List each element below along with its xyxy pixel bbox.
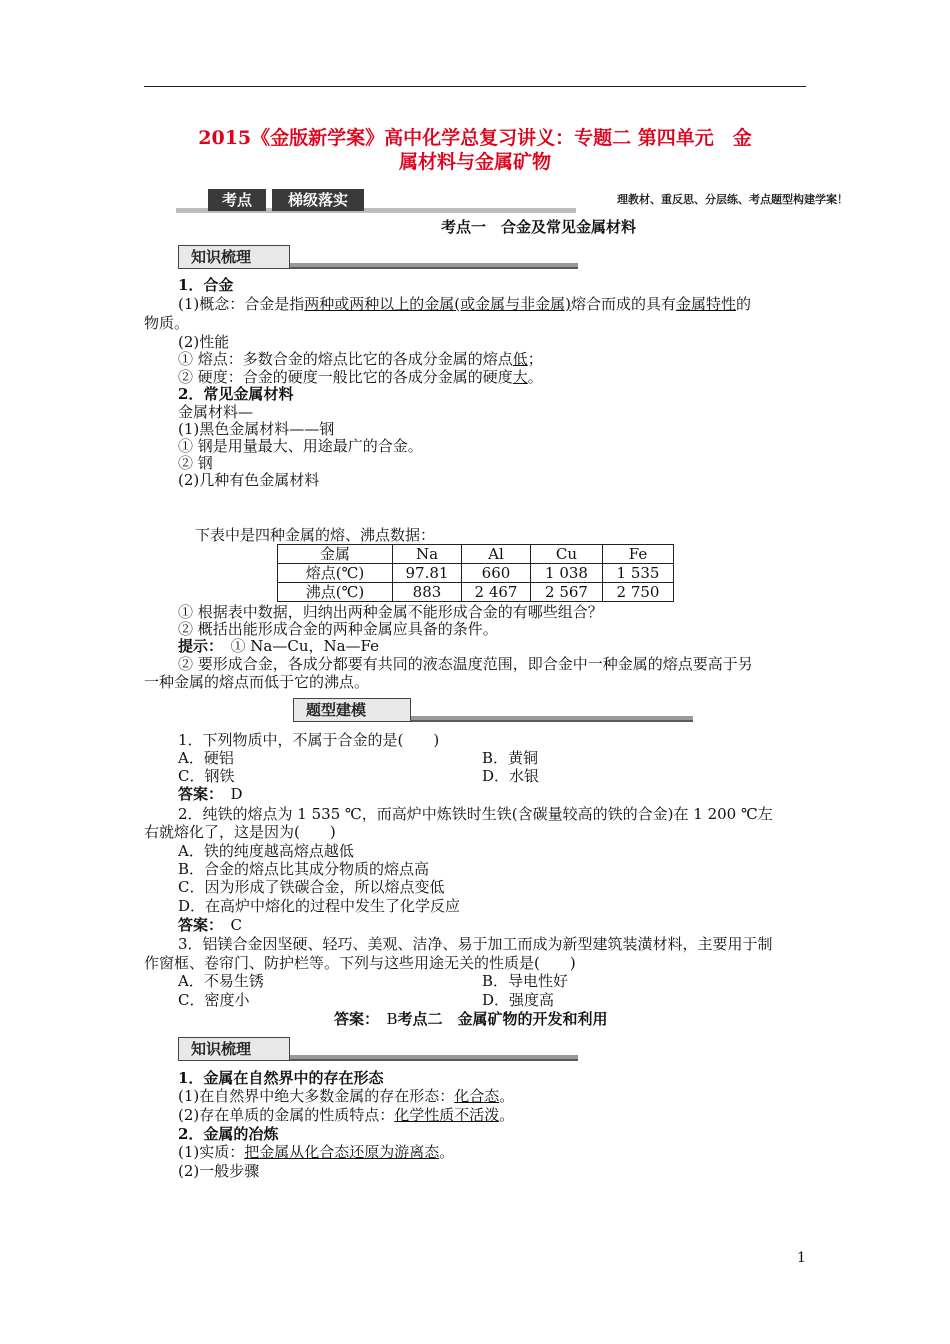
document-title-line1: 2015《金版新学案》高中化学总复习讲义：专题二 第四单元 金 [198,127,752,149]
s1-p1-title: 1．合金 [178,276,234,294]
banner-tab-tiji: 梯级落实 [272,189,364,211]
s2-p1-l1: (1)在自然界中绝大多数金属的存在形态：化合态。 [178,1087,515,1105]
s2-p2-title: 2．金属的冶炼 [178,1125,279,1143]
mq3a: 3．铝镁合金因坚硬、轻巧、美观、洁净、易于加工而成为新型建筑装潢材料，主要用于制 [178,935,773,953]
table-cell: 金属 [278,545,393,564]
header-rule [144,86,806,87]
mq3-option: C．密度小 [178,991,250,1009]
banner-tab-kaodian: 考点 [208,189,266,211]
s1-p2-title: 2．常见金属材料 [178,385,294,403]
section-banner [176,189,848,213]
table-cell: 熔点(℃) [278,564,393,583]
s1-p2-l2: (1)黑色金属材料——钢 [178,420,335,438]
s1-melt: ① 熔点：多数合金的熔点比它的各成分金属的熔点低； [178,350,543,368]
section1-heading: 考点一 合金及常见金属材料 [441,218,637,236]
s1-hint-2b: 一种金属的熔点而低于它的沸点。 [144,673,370,691]
s1-prop: (2)性能 [178,333,230,351]
banner-slogan: 理教材、重反思、分层练、考点题型构建学案！ [617,193,848,206]
table-cell: 沸点(℃) [278,583,393,602]
mq2-option: D．在高炉中熔化的过程中发生了化学反应 [178,897,461,915]
mq2-answer: 答案： C [178,916,242,934]
s1-p2-l5: (2)几种有色金属材料 [178,471,320,489]
table-cell: 97.81 [393,564,462,583]
mq1-option: A．硬铝 [178,749,234,767]
mq3-option: A．不易生锈 [178,972,264,990]
table-cell: 2 567 [531,583,603,602]
mq1-option: B．黄铜 [482,749,539,767]
table-row [278,564,674,583]
table-cell: Na [393,545,462,564]
s1-p2-l3: ① 钢是用量最大、用途最广的合金。 [178,437,423,455]
s1-q2: ② 概括出能形成合金的两种金属应具备的条件。 [178,620,498,638]
s2-p2-l1: (1)实质：把金属从化合态还原为游离态。 [178,1143,455,1161]
mq3b: 作窗框、卷帘门、防护栏等。下列与这些用途无关的性质是( ) [144,954,576,972]
table-cell: 660 [462,564,531,583]
mq2a: 2．纯铁的熔点为 1 535 ℃，而高炉中炼铁时生铁(含碳量较高的铁的合金)在 1 200 ℃左 [178,805,773,823]
table-cell: 1 535 [603,564,674,583]
s1-concept: (1)概念：合金是指两种或两种以上的金属(或金属与非金属)熔合而成的具有金属特性的 [178,295,752,313]
s1-p2-l1: 金属材料— [178,403,254,421]
mq2-option: B．合金的熔点比其成分物质的熔点高 [178,860,430,878]
table-header-row [278,545,674,564]
tag-knowledge-1 [178,245,578,271]
mq1-answer: 答案： D [178,785,243,803]
mq2-option: A．铁的纯度越高熔点越低 [178,842,354,860]
s2-p1-title: 1．金属在自然界中的存在形态 [178,1069,384,1087]
s2-p1-l2: (2)存在单质的金属的性质特点：化学性质不活泼。 [178,1106,515,1124]
tag-knowledge-1-label: 知识梳理 [178,245,290,269]
s1-hard: ② 硬度：合金的硬度一般比它的各成分金属的硬度大。 [178,368,543,386]
metal-data-table [277,544,674,602]
mq3-option: B．导电性好 [482,972,569,990]
tag-knowledge-2-label: 知识梳理 [178,1037,290,1061]
s1-concept-cont: 物质。 [144,314,190,332]
table-cell: 2 750 [603,583,674,602]
table-cell: Al [462,545,531,564]
table-cell: 1 038 [531,564,603,583]
table-row [278,583,674,602]
table-cell: Cu [531,545,603,564]
mq3-option: D．强度高 [482,991,555,1009]
table-cell: 883 [393,583,462,602]
mq3-answer-and-section2-heading: 答案： B考点二 金属矿物的开发和利用 [334,1010,608,1028]
s1-q1: ① 根据表中数据，归纳出两种金属不能形成合金的有哪些组合？ [178,603,603,621]
tag-modeling [293,698,693,724]
mq2-option: C．因为形成了铁碳合金，所以熔点变低 [178,878,445,896]
mq1: 1．下列物质中，不属于合金的是( ) [178,731,440,749]
mq2b: 右就熔化了，这是因为( ) [144,823,336,841]
s1-hint-2a: ② 要形成合金，各成分都要有共同的液态温度范围，即合金中一种金属的熔点要高于另 [178,655,753,673]
document-title-line2: 属材料与金属矿物 [398,151,551,173]
table-cell: 2 467 [462,583,531,602]
s1-hint: 提示： ① Na—Cu，Na—Fe [178,637,380,655]
s1-p2-l4: ② 钢 [178,454,213,472]
tag-modeling-label: 题型建模 [293,698,411,722]
table-intro: 下表中是四种金属的熔、沸点数据： [195,526,436,544]
mq1-option: C．钢铁 [178,767,235,785]
s2-p2-l2: (2)一般步骤 [178,1162,260,1180]
mq1-option: D．水银 [482,767,540,785]
table-cell: Fe [603,545,674,564]
tag-knowledge-2 [178,1037,578,1063]
page-number: 1 [797,1250,806,1266]
